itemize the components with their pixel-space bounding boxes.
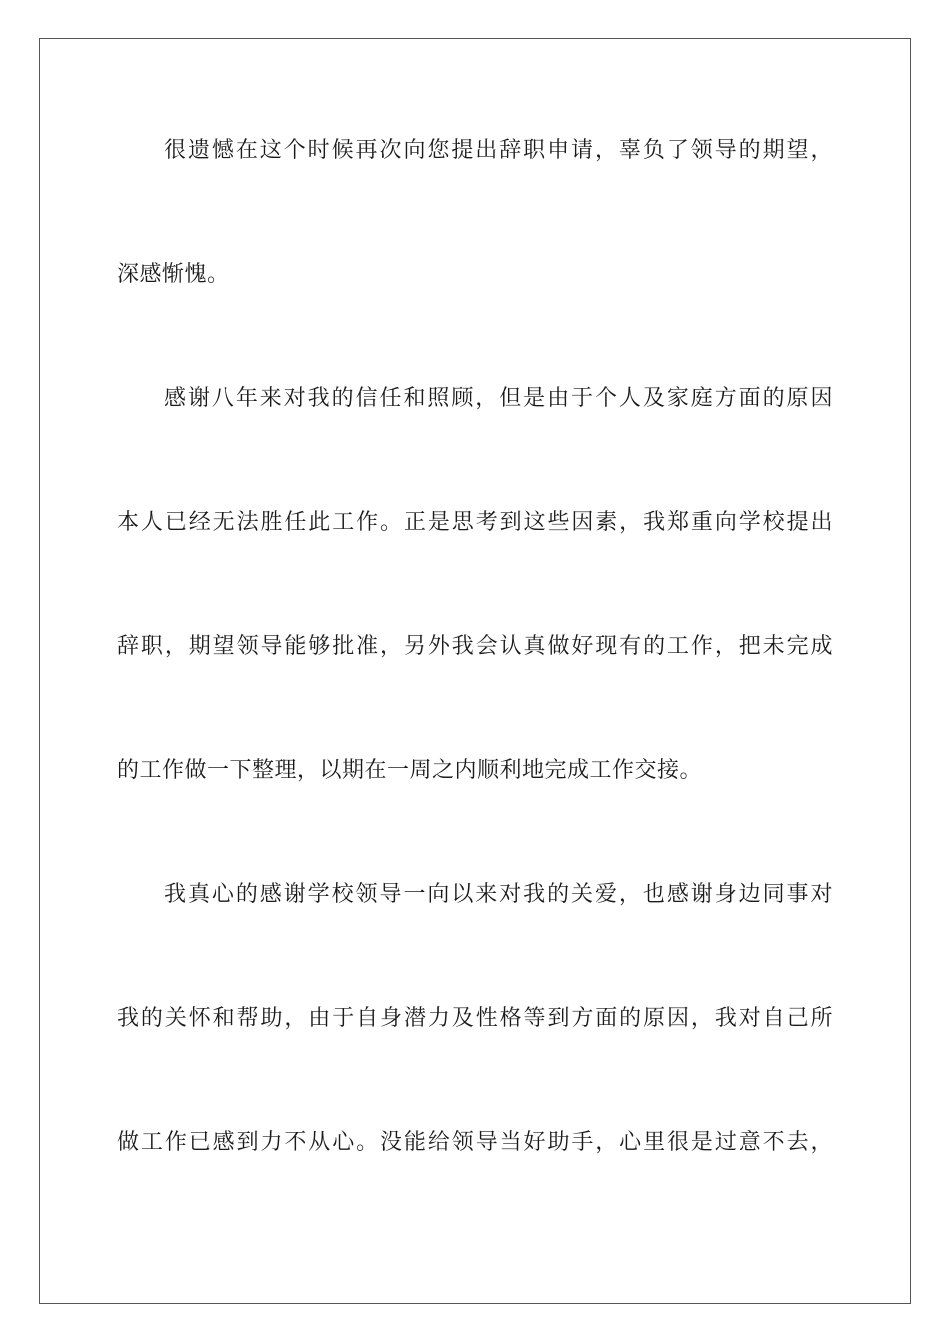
- paragraph-3-line-1: 我真心的感谢学校领导一向以来对我的关爱，也感谢身边同事对: [164, 882, 833, 907]
- paragraph-2-line-1: 感谢八年来对我的信任和照顾，但是由于个人及家庭方面的原因: [164, 386, 833, 411]
- paragraph-2-line-2: 本人已经无法胜任此工作。正是思考到这些因素，我郑重向学校提出: [117, 510, 833, 535]
- paragraph-3-line-2: 我的关怀和帮助，由于自身潜力及性格等到方面的原因，我对自己所: [117, 1006, 833, 1031]
- paragraph-2-line-4: 的工作做一下整理，以期在一周之内顺利地完成工作交接。: [117, 758, 703, 783]
- paragraph-1-line-1: 很遗憾在这个时候再次向您提出辞职申请，辜负了领导的期望，: [164, 138, 833, 163]
- paragraph-2-line-3: 辞职，期望领导能够批准，另外我会认真做好现有的工作，把未完成: [117, 634, 833, 659]
- paragraph-1-line-2: 深感惭愧。: [117, 262, 230, 287]
- paragraph-3-line-3: 做工作已感到力不从心。没能给领导当好助手，心里很是过意不去，: [117, 1130, 833, 1155]
- page-border: [39, 38, 911, 1304]
